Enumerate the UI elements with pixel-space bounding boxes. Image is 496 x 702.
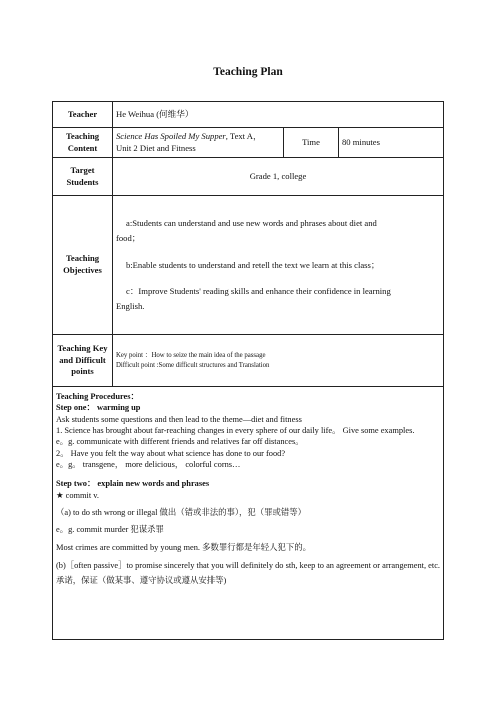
content-label: Teaching Content	[53, 128, 113, 158]
question-2-example: e。g。 transgene， more delicious， colorful corns…	[56, 460, 241, 470]
example-sentence: Most crimes are committed by young men. 多数罪行都是年轻人犯下的。	[56, 542, 311, 552]
step-two-title: Step two： explain new words and phrases	[56, 479, 210, 489]
sense-b: (b)［often passive］to promise sincerely that you will definitely do sth, keep to an agreement or arrangement, etc. 承诺，保证（做某事、遵守协议或遵从安排等)	[56, 561, 441, 585]
teaching-plan-table	[52, 101, 444, 640]
step-one-title: Step one： warming up	[56, 403, 141, 413]
sense-a: （a) to do sth wrong or illegal 做出（错或非法的事），犯（罪或错等）	[56, 508, 307, 518]
objectives-label: Teaching Objectives	[53, 196, 113, 335]
content-row	[53, 128, 444, 158]
objective-a: a:Students can understand and use new words and phrases about diet and	[126, 218, 377, 229]
question-1: 1. Science has brought about far-reaching changes in every sphere of our daily life。 Give some examples.	[56, 426, 415, 436]
procedures-row	[53, 387, 444, 640]
difficult-point: Difficult point :Some difficult structures and Translation	[116, 361, 270, 369]
time-label: Time	[284, 128, 339, 158]
target-label: Target Students	[53, 158, 113, 196]
vocab-word: ★ commit v.	[56, 490, 100, 500]
sense-a-example: e。g. commit murder 犯谋杀罪	[56, 525, 164, 535]
question-2: 2。 Have you felt the way about what science has done to our food?	[56, 448, 286, 458]
teacher-value: He Weihua (何维华）	[113, 102, 444, 128]
text-label: , Text A，	[225, 130, 262, 141]
step-one-intro: Ask students some questions and then lead to the theme—diet and fitness	[56, 414, 302, 424]
content-value	[113, 128, 284, 158]
keypoints-label: Teaching Key and Difficult points	[53, 335, 113, 387]
teacher-label: Teacher	[53, 102, 113, 128]
objective-a-cont: food；	[116, 233, 141, 244]
unit-label: Unit 2 Diet and Fitness	[116, 142, 196, 153]
objective-b: b:Enable students to understand and retell the text we learn at this class；	[126, 259, 380, 270]
text-title: Science Has Spoiled My Supper	[116, 130, 226, 141]
keypoints-value	[113, 335, 444, 387]
objective-c: c：Improve Students' reading skills and enhance their confidence in learning	[126, 286, 391, 297]
objective-c-cont: English.	[116, 300, 145, 311]
objectives-row	[53, 196, 444, 335]
objectives-value	[113, 196, 444, 335]
page-title: Teaching Plan	[213, 66, 283, 78]
teacher-row	[53, 102, 444, 128]
keypoints-row	[53, 335, 444, 387]
time-value: 80 minutes	[339, 128, 444, 158]
question-1-example: e。g. communicate with different friends and relatives far off distances。	[56, 437, 304, 447]
target-value: Grade 1, college	[113, 158, 444, 196]
procedures-heading: Teaching Procedures：	[56, 392, 139, 401]
key-point: Key point ：How to seize the main idea of the passage	[116, 352, 266, 360]
target-row	[53, 158, 444, 196]
procedures-cell	[53, 387, 444, 640]
